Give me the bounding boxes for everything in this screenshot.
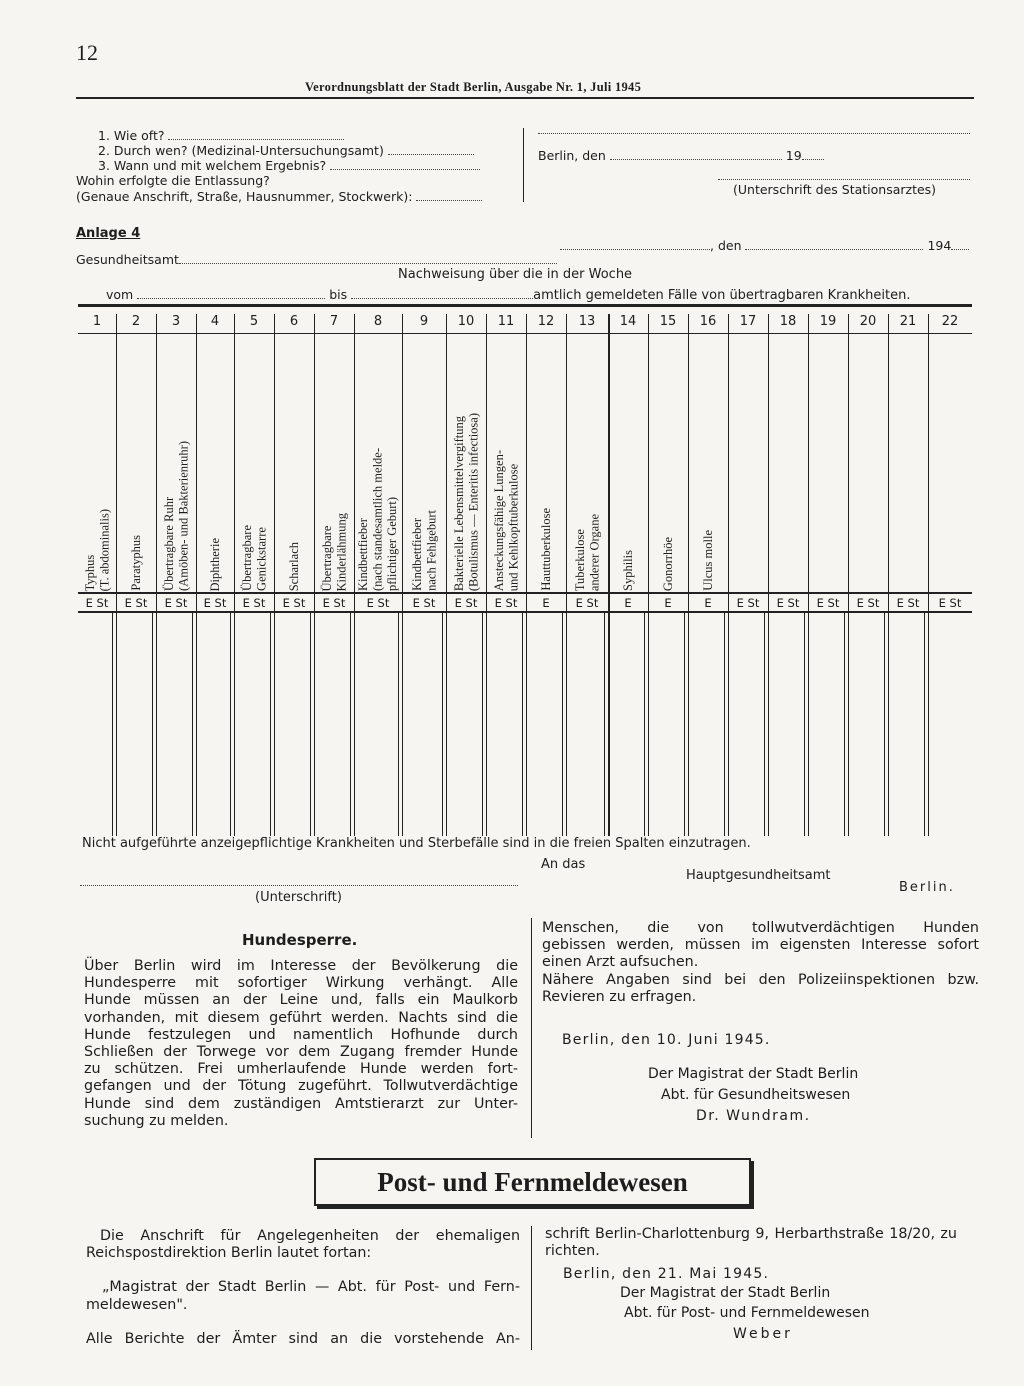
hundesperre-title: Hundesperre. bbox=[242, 931, 358, 949]
table-column-rule-inner bbox=[398, 613, 399, 836]
text-line: Schließen der Torwege vor dem Zugang fremder Hunde bbox=[84, 1044, 518, 1061]
table-column-rule-inner bbox=[884, 613, 885, 836]
column-header-label: Übertragbare Kinderlähmung bbox=[319, 512, 348, 591]
post-section-title: Post- und Fernmeldewesen bbox=[314, 1158, 751, 1206]
column-divider-1 bbox=[531, 918, 532, 1138]
signature-label: (Unterschrift) bbox=[255, 890, 342, 905]
column-header bbox=[116, 336, 156, 591]
table-column-rule-inner bbox=[230, 613, 231, 836]
page-number: 12 bbox=[76, 40, 98, 65]
column-subheader: E St bbox=[938, 596, 962, 610]
hundesperre-right-text bbox=[542, 920, 979, 1006]
anlage-nachweisung: Nachweisung über die in der Woche bbox=[398, 267, 633, 282]
column-header bbox=[848, 336, 888, 591]
column-subheader: E St bbox=[85, 596, 109, 610]
column-subheader: E St bbox=[322, 596, 346, 610]
column-number: 7 bbox=[329, 314, 339, 329]
form-signature-station: (Unterschrift des Stationsarztes) bbox=[733, 182, 937, 197]
anlage-gesundheitsamt: Gesundheitsamt bbox=[76, 252, 557, 267]
column-header bbox=[274, 336, 314, 591]
column-header bbox=[196, 336, 234, 591]
column-header-label: Paratyphus bbox=[128, 535, 143, 591]
column-subheader: E St bbox=[454, 596, 478, 610]
table-column-rule-inner bbox=[924, 613, 925, 836]
table-column-rule-inner bbox=[350, 613, 351, 836]
table-column-rule-inner bbox=[562, 613, 563, 836]
column-subheader: E St bbox=[366, 596, 390, 610]
table-column-rule-inner bbox=[604, 613, 605, 836]
text-line: Über Berlin wird im Interesse der Bevölkerung die bbox=[84, 958, 518, 974]
column-header-label: Kindbettfieber (nach standesamtlich melde- pflichtiger Geburt) bbox=[356, 448, 400, 591]
text-line: richten. bbox=[545, 1243, 600, 1260]
text-line: zu schützen. Frei umherlaufende Hunde werden fort- bbox=[84, 1061, 518, 1078]
table-footnote: Nicht aufgeführte anzeigepflichtige Krankheiten und Sterbefälle sind in die freien Spalten einzutragen. bbox=[82, 836, 751, 851]
text-line: schrift Berlin-Charlottenburg 9, Herbarthstraße 18/20, zu bbox=[545, 1226, 957, 1242]
form-question-4: Wohin erfolgte die Entlassung? bbox=[76, 173, 270, 188]
post-sign-2: Abt. für Post- und Fernmeldewesen bbox=[624, 1305, 870, 1321]
column-header-label: Tuberkulose anderer Organe bbox=[572, 513, 601, 591]
column-number: 6 bbox=[289, 314, 299, 329]
form-question-1: 1. Wie oft? bbox=[98, 128, 344, 143]
column-header bbox=[648, 336, 688, 591]
text-line: meldewesen". bbox=[86, 1296, 188, 1313]
column-subheader: E bbox=[664, 596, 672, 610]
column-subheader: E St bbox=[164, 596, 188, 610]
text-line: vorhanden, mit diesem geführt werden. Nachts sind die bbox=[84, 1009, 518, 1026]
column-number: 10 bbox=[457, 314, 475, 329]
column-number: 22 bbox=[941, 314, 959, 329]
text-line: gebissen werden, müssen im eigensten Interesse sofort bbox=[542, 937, 979, 954]
column-header-label: Typhus (T. abdominalis) bbox=[82, 508, 111, 591]
table-column-rule-inner bbox=[522, 613, 523, 836]
column-header-label: Ulcus molle bbox=[700, 530, 715, 591]
table-column-rule-inner bbox=[724, 613, 725, 836]
column-header bbox=[728, 336, 768, 591]
form-question-2: 2. Durch wen? (Medizinal-Untersuchungsamt) bbox=[98, 143, 474, 158]
anlage-vom-bis: vom bis amtlich gemeldeten Fälle von übertragbaren Krankheiten. bbox=[106, 287, 911, 303]
hundesperre-sign-1: Der Magistrat der Stadt Berlin bbox=[648, 1066, 859, 1082]
hundesperre-left-text bbox=[84, 958, 518, 1130]
column-number: 18 bbox=[779, 314, 797, 329]
column-subheader: E St bbox=[412, 596, 436, 610]
form-signature-line bbox=[718, 170, 970, 180]
table-column-rule-inner bbox=[112, 613, 113, 836]
header-title: Verordnungsblatt der Stadt Berlin, Ausgabe Nr. 1, Juli 1945 bbox=[305, 80, 642, 94]
column-subheader: E bbox=[624, 596, 632, 610]
column-number: 11 bbox=[497, 314, 515, 329]
column-subheader: E St bbox=[282, 596, 306, 610]
form-berlin-den: Berlin, den 19 bbox=[538, 148, 824, 163]
post-right-text bbox=[545, 1226, 957, 1260]
table-column-rule-inner bbox=[684, 613, 685, 836]
table-column-rule-inner bbox=[270, 613, 271, 836]
text-line: einen Arzt aufsuchen. bbox=[542, 954, 699, 971]
column-number: 14 bbox=[619, 314, 637, 329]
column-header bbox=[688, 336, 728, 591]
column-subheader: E St bbox=[124, 596, 148, 610]
column-header bbox=[354, 336, 402, 591]
column-header bbox=[486, 336, 526, 591]
column-number: 4 bbox=[210, 314, 220, 329]
table-column-rule-inner bbox=[192, 613, 193, 836]
column-header bbox=[928, 336, 972, 591]
column-header bbox=[768, 336, 808, 591]
table-column-rule-inner bbox=[844, 613, 845, 836]
text-line: Hunde sind dem zuständigen Amtstierarzt zur Unter- bbox=[84, 1095, 518, 1112]
text-line: Revieren zu erfragen. bbox=[542, 988, 697, 1005]
column-header bbox=[608, 336, 648, 591]
post-left-text bbox=[86, 1228, 520, 1348]
form-question-3: 3. Wann und mit welchem Ergebnis? bbox=[98, 158, 480, 173]
table-column-rule-inner bbox=[644, 613, 645, 836]
column-number: 8 bbox=[373, 314, 383, 329]
column-header-label: Übertragbare Genickstarre bbox=[239, 525, 268, 591]
column-header bbox=[402, 336, 446, 591]
post-date: Berlin, den 21. Mai 1945. bbox=[563, 1266, 770, 1282]
column-header-label: Bakterielle Lebensmittelvergiftung (Botulismus — Enteritis infectiosa) bbox=[451, 412, 480, 591]
text-line: Die Anschrift für Angelegenheiten der ehemaligen bbox=[100, 1228, 520, 1244]
form-question-5: (Genaue Anschrift, Straße, Hausnummer, Stockwerk): bbox=[76, 189, 482, 204]
post-sign-1: Der Magistrat der Stadt Berlin bbox=[620, 1285, 831, 1301]
column-header bbox=[156, 336, 196, 591]
column-subheader: E bbox=[704, 596, 712, 610]
column-header bbox=[808, 336, 848, 591]
address-hauptgesundheitsamt: Hauptgesundheitsamt bbox=[686, 868, 831, 883]
column-number: 3 bbox=[171, 314, 181, 329]
column-subheader: E St bbox=[242, 596, 266, 610]
column-header bbox=[446, 336, 486, 591]
column-header bbox=[566, 336, 608, 591]
hundesperre-sign-2: Abt. für Gesundheitswesen bbox=[661, 1087, 851, 1103]
column-subheader: E bbox=[542, 596, 550, 610]
text-line: Hunde festzulegen und namentlich Hofhunde durch bbox=[84, 1026, 518, 1043]
table-column-rule-inner bbox=[442, 613, 443, 836]
text-line: Reichspostdirektion Berlin lautet fortan: bbox=[86, 1245, 372, 1262]
address-berlin: Berlin. bbox=[899, 880, 955, 895]
table-column-rule-inner bbox=[310, 613, 311, 836]
column-number: 16 bbox=[699, 314, 717, 329]
text-line: „Magistrat der Stadt Berlin — Abt. für Post- und Fern- bbox=[102, 1279, 520, 1296]
column-subheader: E St bbox=[776, 596, 800, 610]
column-header bbox=[526, 336, 566, 591]
column-number: 13 bbox=[578, 314, 596, 329]
column-subheader: E St bbox=[736, 596, 760, 610]
column-divider-2 bbox=[531, 1226, 532, 1350]
table-top-rule bbox=[78, 304, 972, 307]
column-subheader: E St bbox=[856, 596, 880, 610]
text-line: suchung zu melden. bbox=[84, 1112, 229, 1129]
text-line: Hundesperre mit sofortiger Wirkung verhängt. Alle bbox=[84, 975, 518, 992]
text-line: Alle Berichte der Ämter sind an die vorstehende An- bbox=[86, 1330, 520, 1347]
column-header-label: Diphtherie bbox=[207, 537, 222, 591]
column-number: 5 bbox=[249, 314, 259, 329]
form-divider bbox=[523, 128, 524, 202]
text-line: Menschen, die von tollwutverdächtigen Hunden bbox=[542, 920, 979, 936]
text-line: Nähere Angaben sind bei den Polizeiinspektionen bzw. bbox=[542, 971, 979, 988]
column-number: 17 bbox=[739, 314, 757, 329]
table-column-rule-inner bbox=[764, 613, 765, 836]
hundesperre-date: Berlin, den 10. Juni 1945. bbox=[562, 1032, 771, 1048]
column-header-label: Hauttuberkulose bbox=[538, 508, 553, 591]
column-subheader: E St bbox=[203, 596, 227, 610]
text-line: Hunde müssen an der Leine und, falls ein Maulkorb bbox=[84, 992, 518, 1009]
column-number: 12 bbox=[537, 314, 555, 329]
hundesperre-sign-3: Dr. Wundram. bbox=[696, 1108, 811, 1124]
column-number: 2 bbox=[131, 314, 141, 329]
header-rule bbox=[76, 97, 974, 99]
table-head-rule bbox=[78, 592, 972, 594]
column-number: 15 bbox=[659, 314, 677, 329]
column-header-label: Übertragbare Ruhr (Amöben- und Bakterienruhr) bbox=[161, 441, 190, 591]
column-number: 1 bbox=[92, 314, 102, 329]
column-number: 19 bbox=[819, 314, 837, 329]
column-number: 20 bbox=[859, 314, 877, 329]
column-header-label: Kindbettfieber nach Fehlgeburt bbox=[409, 510, 438, 591]
column-header bbox=[78, 336, 116, 591]
column-subheader: E St bbox=[896, 596, 920, 610]
column-subheader: E St bbox=[816, 596, 840, 610]
post-sign-3: Weber bbox=[733, 1326, 793, 1342]
table-column-rule-inner bbox=[152, 613, 153, 836]
address-an-das: An das bbox=[541, 857, 586, 872]
column-header-label: Gonorrhöe bbox=[660, 536, 675, 591]
table-column-rule-inner bbox=[482, 613, 483, 836]
column-header bbox=[314, 336, 354, 591]
text-line: gefangen und der Tötung zugeführt. Tollwutverdächtige bbox=[84, 1078, 518, 1095]
column-header-label: Scharlach bbox=[286, 541, 301, 591]
anlage-date: , den 194 bbox=[560, 238, 969, 253]
column-subheader: E St bbox=[575, 596, 599, 610]
anlage-label: Anlage 4 bbox=[76, 226, 141, 241]
column-header-label: Ansteckungsfähige Lungen- und Kehlkopftuberkulose bbox=[491, 449, 520, 591]
table-column-rule-inner bbox=[804, 613, 805, 836]
column-header-label: Syphilis bbox=[620, 550, 635, 591]
column-header bbox=[888, 336, 928, 591]
column-subheader: E St bbox=[494, 596, 518, 610]
column-header bbox=[234, 336, 274, 591]
signature-line bbox=[80, 876, 518, 886]
column-number: 21 bbox=[899, 314, 917, 329]
column-number: 9 bbox=[419, 314, 429, 329]
form-blank-line bbox=[538, 124, 970, 134]
